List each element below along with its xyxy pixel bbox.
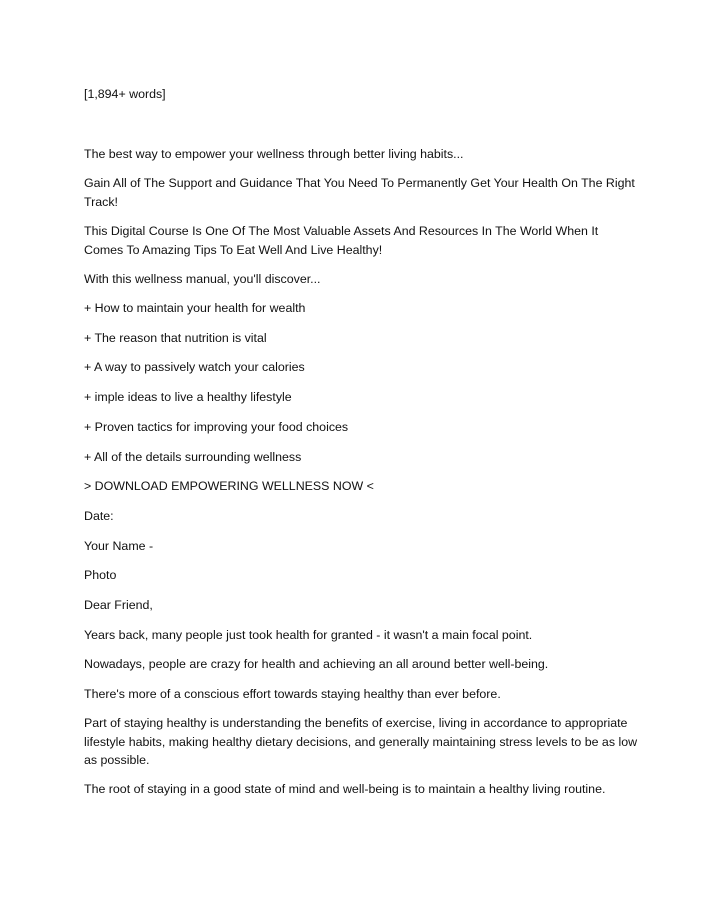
paragraph: Years back, many people just took health for granted - it wasn't a main focal point. [84, 628, 533, 642]
bullet-item: + The reason that nutrition is vital [84, 331, 267, 345]
name-label: Your Name - [84, 539, 154, 553]
date-label: Date: [84, 509, 114, 523]
bullet-item: + Proven tactics for improving your food choices [84, 420, 349, 434]
course-paragraph: This Digital Course Is One Of The Most Valuable Assets And Resources In The World When It Comes To Amazing Tips To Eat Well And Live Healthy! [84, 224, 599, 257]
support-paragraph: Gain All of The Support and Guidance That You Need To Permanently Get Your Health On The Right Track! [84, 176, 635, 209]
paragraph: The root of staying in a good state of mind and well-being is to maintain a healthy living routine. [84, 782, 606, 796]
paragraph: Part of staying healthy is understanding the benefits of exercise, living in accordance to appropriate lifestyle habits, making healthy dietary decisions, and generally maintaining stress levels to be as low as possible. [84, 716, 638, 767]
bullet-item: + All of the details surrounding wellness [84, 450, 302, 464]
photo-label: Photo [84, 568, 117, 582]
greeting: Dear Friend, [84, 598, 153, 612]
word-count: [1,894+ words] [84, 87, 166, 101]
download-call-to-action: > DOWNLOAD EMPOWERING WELLNESS NOW < [84, 479, 374, 493]
bullet-item: + A way to passively watch your calories [84, 360, 305, 374]
paragraph: There's more of a conscious effort towards staying healthy than ever before. [84, 687, 501, 701]
intro-line: The best way to empower your wellness through better living habits... [84, 147, 464, 161]
discover-line: With this wellness manual, you'll discover... [84, 272, 321, 286]
paragraph: Nowadays, people are crazy for health and achieving an all around better well-being. [84, 657, 549, 671]
bullet-item: + imple ideas to live a healthy lifestyle [84, 390, 292, 404]
bullet-item: + How to maintain your health for wealth [84, 301, 306, 315]
